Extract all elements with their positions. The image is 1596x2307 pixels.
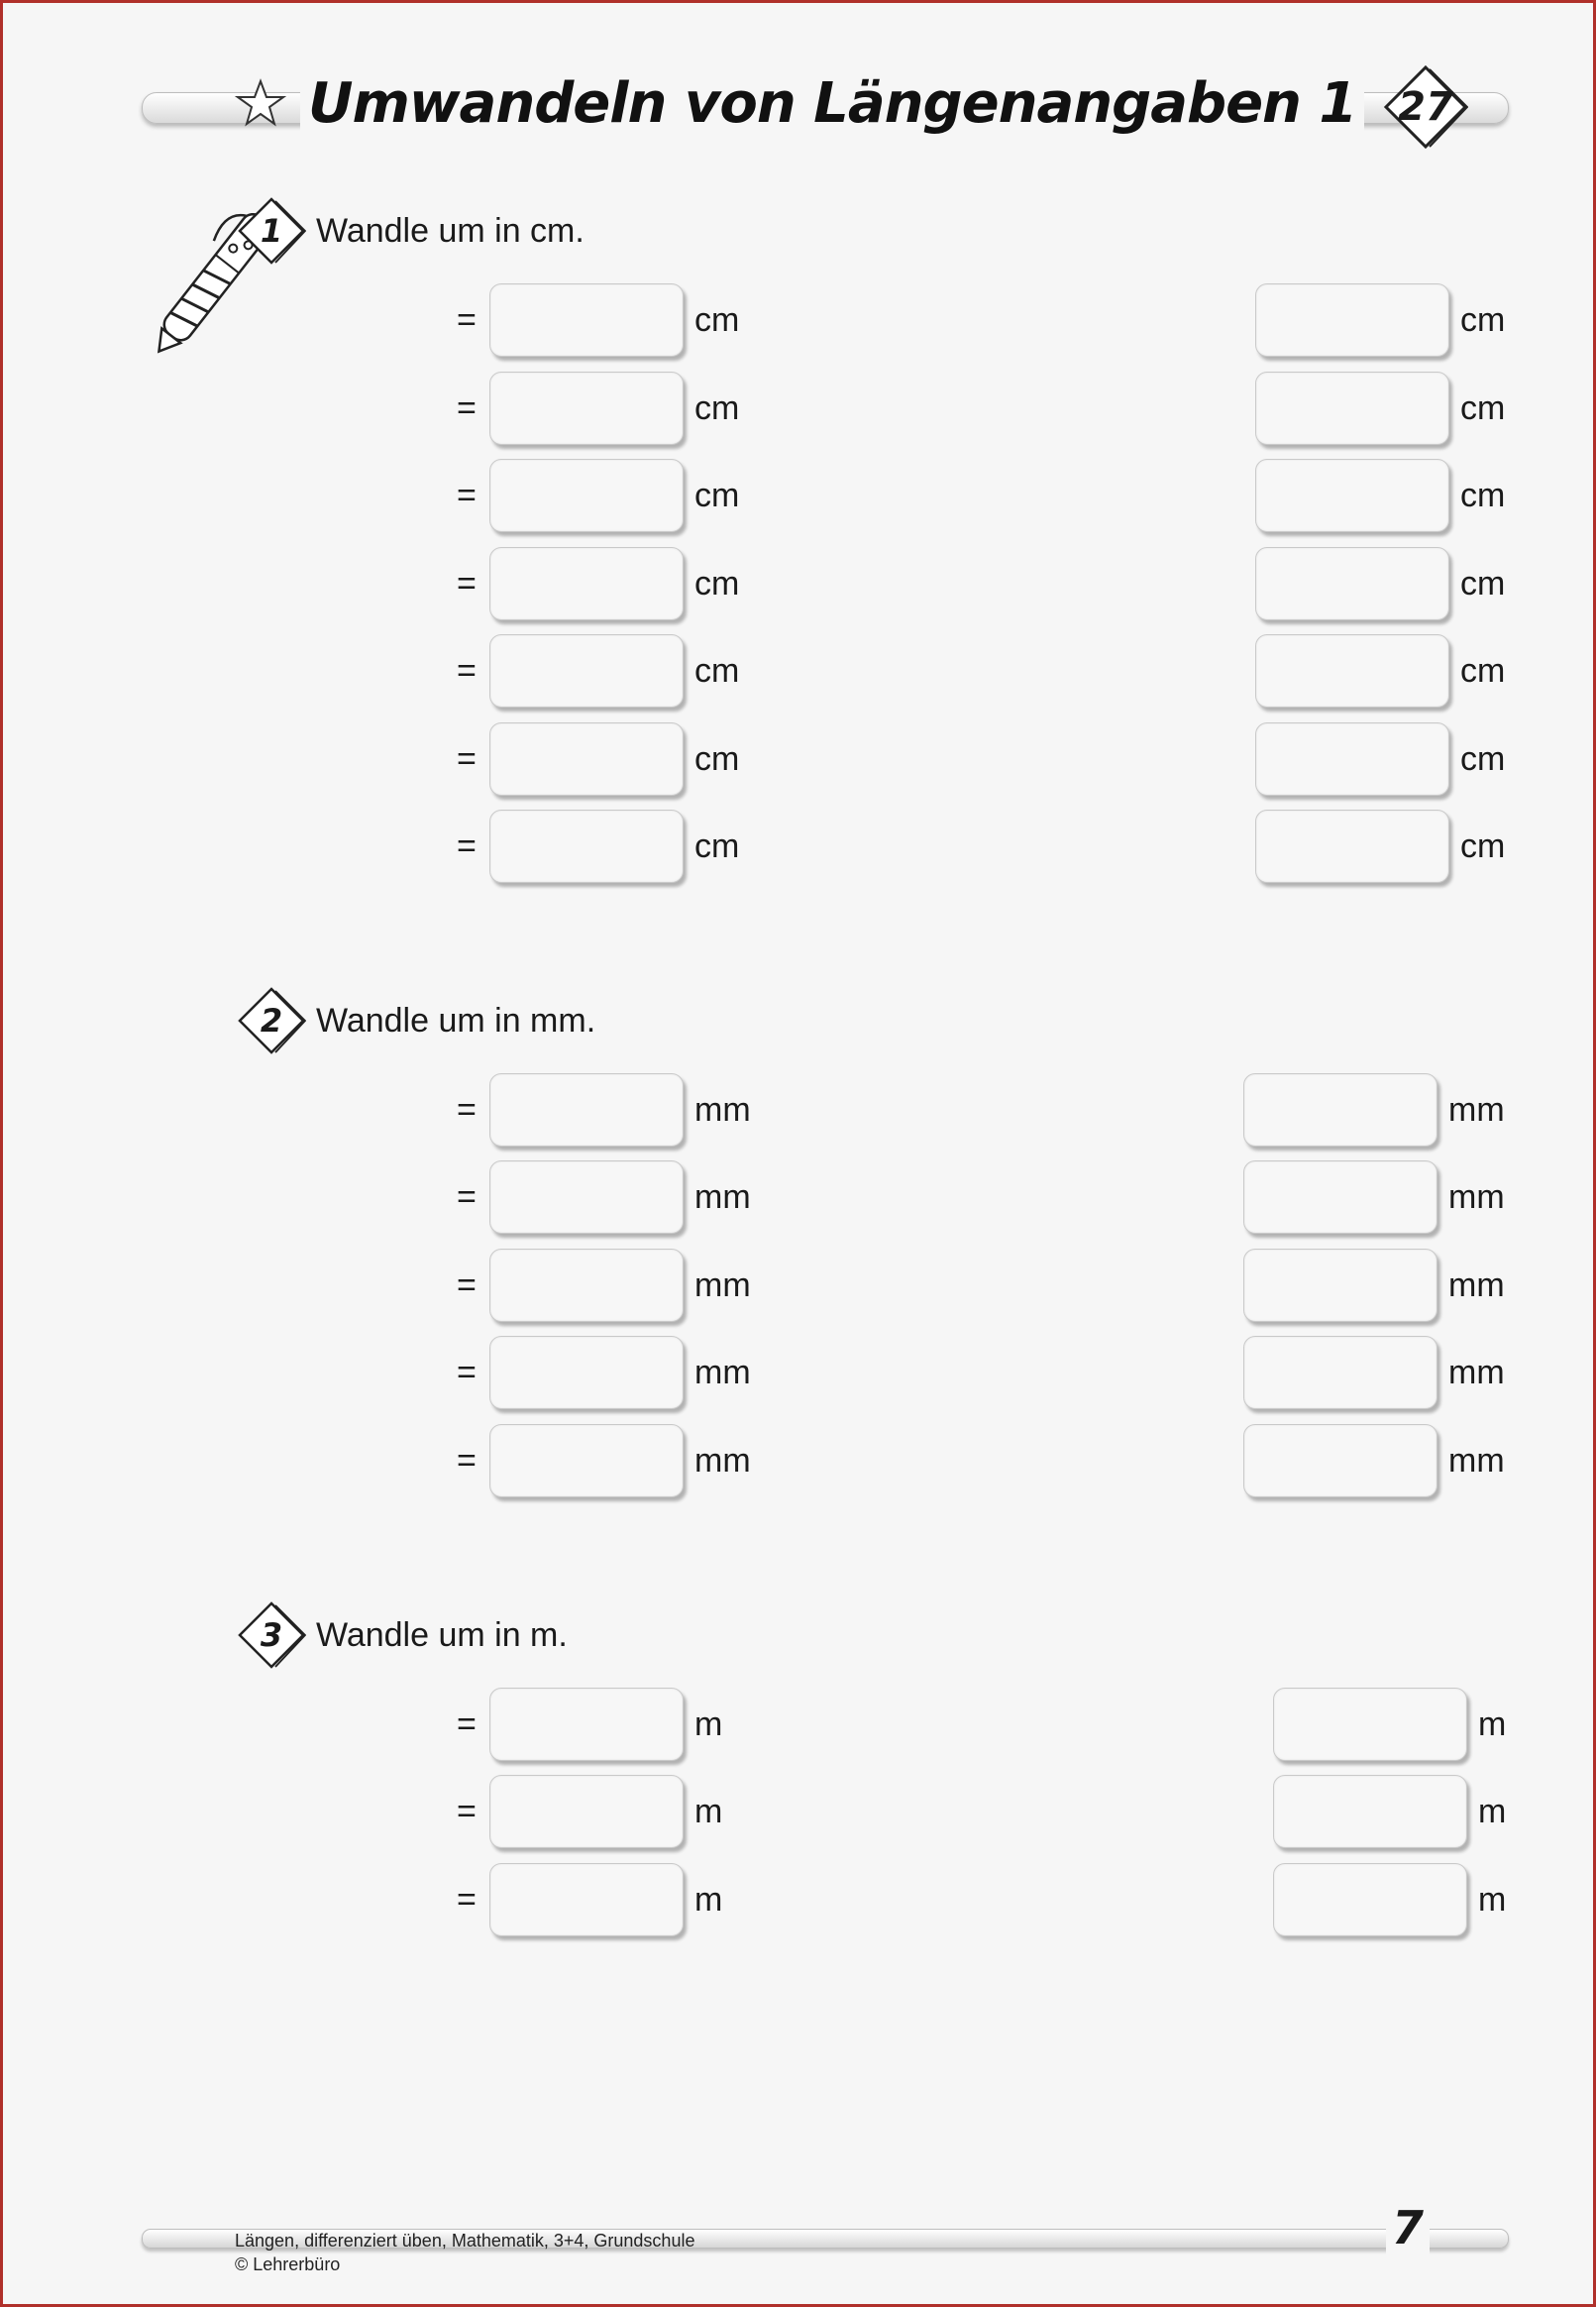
- task-number-badge: [237, 196, 306, 266]
- answer-box[interactable]: [1243, 1424, 1437, 1497]
- equals-sign: =: [457, 301, 477, 339]
- equals-sign: =: [457, 389, 477, 427]
- answer-box[interactable]: [1255, 459, 1449, 532]
- target-unit: cm: [1460, 301, 1506, 339]
- answer-box[interactable]: [489, 1863, 684, 1936]
- answer-box[interactable]: [1255, 283, 1449, 357]
- answer-box[interactable]: [1255, 722, 1449, 796]
- target-unit: mm: [694, 1354, 751, 1391]
- equals-sign: =: [457, 1705, 477, 1743]
- footer-page-number: 7: [1386, 2201, 1430, 2254]
- target-unit: m: [1478, 1881, 1507, 1919]
- answer-box[interactable]: [489, 1073, 684, 1147]
- equals-sign: =: [457, 565, 477, 603]
- equals-sign: =: [457, 1178, 477, 1216]
- target-unit: mm: [694, 1091, 751, 1129]
- target-unit: m: [1478, 1793, 1507, 1830]
- target-unit: mm: [1448, 1266, 1505, 1304]
- target-unit: mm: [694, 1178, 751, 1216]
- equals-sign: =: [457, 1266, 477, 1304]
- target-unit: mm: [694, 1266, 751, 1304]
- answer-box[interactable]: [1243, 1160, 1437, 1234]
- equals-sign: =: [457, 1091, 477, 1129]
- task-number: 2: [260, 1002, 283, 1040]
- target-unit: m: [694, 1881, 723, 1919]
- target-unit: mm: [1448, 1091, 1505, 1129]
- target-unit: cm: [694, 740, 740, 778]
- answer-box[interactable]: [1255, 547, 1449, 620]
- equals-sign: =: [457, 652, 477, 690]
- target-unit: cm: [1460, 740, 1506, 778]
- equals-sign: =: [457, 1442, 477, 1480]
- target-unit: mm: [1448, 1442, 1505, 1480]
- answer-box[interactable]: [1243, 1249, 1437, 1322]
- task-instruction: Wandle um in cm.: [316, 212, 585, 250]
- footer-copyright: © Lehrerbüro: [235, 2254, 341, 2274]
- target-unit: m: [694, 1793, 723, 1830]
- answer-box[interactable]: [1255, 372, 1449, 445]
- answer-box[interactable]: [489, 283, 684, 357]
- target-unit: cm: [694, 565, 740, 603]
- equals-sign: =: [457, 1354, 477, 1391]
- answer-box[interactable]: [1255, 810, 1449, 883]
- target-unit: cm: [694, 301, 740, 339]
- target-unit: mm: [694, 1442, 751, 1480]
- answer-box[interactable]: [489, 810, 684, 883]
- equals-sign: =: [457, 740, 477, 778]
- target-unit: cm: [694, 477, 740, 514]
- answer-box[interactable]: [489, 1249, 684, 1322]
- task-instruction: Wandle um in mm.: [316, 1002, 596, 1040]
- answer-box[interactable]: [489, 1688, 684, 1761]
- answer-box[interactable]: [1243, 1073, 1437, 1147]
- target-unit: mm: [1448, 1178, 1505, 1216]
- target-unit: cm: [1460, 477, 1506, 514]
- equals-sign: =: [457, 1793, 477, 1830]
- answer-box[interactable]: [489, 372, 684, 445]
- target-unit: cm: [1460, 565, 1506, 603]
- task-number-badge: [237, 986, 306, 1055]
- task-number: 1: [260, 212, 283, 250]
- footer-text: [235, 2229, 694, 2276]
- footer-book-title: Längen, differenziert üben, Mathematik, 3+4, Grundschule: [235, 2231, 695, 2251]
- target-unit: cm: [1460, 389, 1506, 427]
- task-number: 3: [260, 1616, 283, 1654]
- target-unit: m: [694, 1705, 723, 1743]
- page-title: Umwandeln von Längenangaben 1: [300, 68, 1364, 140]
- target-unit: cm: [1460, 827, 1506, 865]
- target-unit: cm: [694, 652, 740, 690]
- answer-box[interactable]: [489, 634, 684, 708]
- answer-box[interactable]: [1255, 634, 1449, 708]
- task-number-badge: [237, 1600, 306, 1670]
- star-icon: [235, 78, 286, 128]
- answer-box[interactable]: [489, 459, 684, 532]
- equals-sign: =: [457, 827, 477, 865]
- answer-box[interactable]: [489, 722, 684, 796]
- target-unit: m: [1478, 1705, 1507, 1743]
- task-instruction: Wandle um in m.: [316, 1616, 568, 1654]
- answer-box[interactable]: [1243, 1336, 1437, 1409]
- answer-box[interactable]: [1273, 1688, 1467, 1761]
- answer-box[interactable]: [489, 1160, 684, 1234]
- target-unit: cm: [694, 389, 740, 427]
- page-number: 27: [1398, 84, 1453, 130]
- equals-sign: =: [457, 477, 477, 514]
- answer-box[interactable]: [489, 1424, 684, 1497]
- answer-box[interactable]: [489, 1775, 684, 1848]
- answer-box[interactable]: [1273, 1863, 1467, 1936]
- equals-sign: =: [457, 1881, 477, 1919]
- answer-box[interactable]: [1273, 1775, 1467, 1848]
- answer-box[interactable]: [489, 547, 684, 620]
- answer-box[interactable]: [489, 1336, 684, 1409]
- target-unit: cm: [1460, 652, 1506, 690]
- target-unit: mm: [1448, 1354, 1505, 1391]
- page-number-badge: [1383, 64, 1468, 150]
- target-unit: cm: [694, 827, 740, 865]
